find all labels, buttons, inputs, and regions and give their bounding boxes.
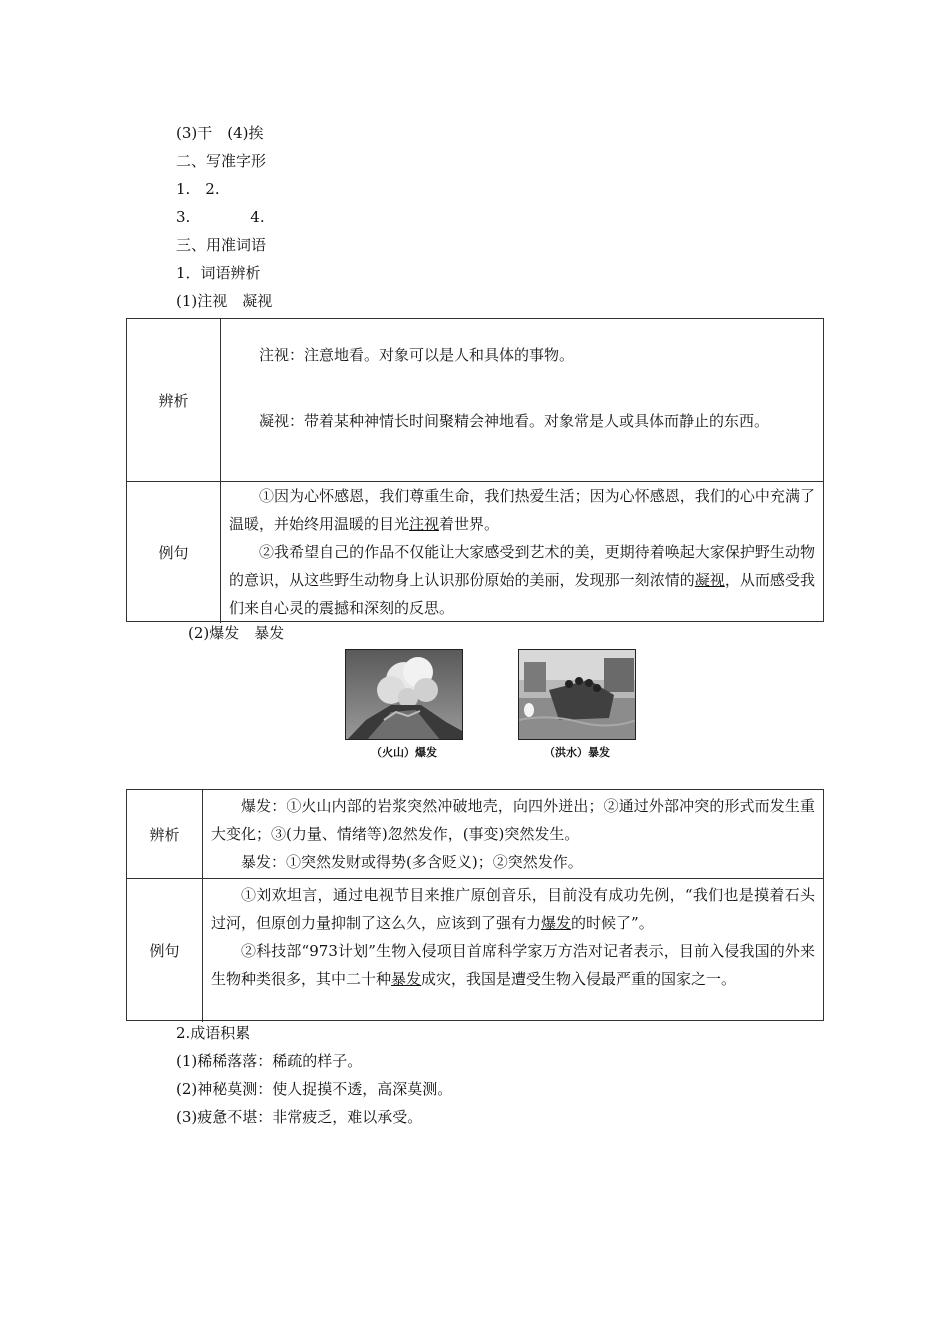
- table-row-examples: [127, 879, 823, 1022]
- caption-volcano: （火山）爆发: [371, 746, 437, 759]
- answer-line-1-2: 1. 2.: [176, 180, 220, 198]
- underlined-word: 注视: [409, 515, 440, 533]
- underlined-word: 暴发: [391, 970, 422, 988]
- analysis-zhushi: 注视：注意地看。对象可以是人和具体的事物。: [259, 346, 575, 364]
- underlined-word: 凝视: [694, 571, 725, 589]
- idiom-2: (2)神秘莫测：使人捉摸不透，高深莫测。: [176, 1080, 453, 1098]
- analysis-label: 辨析: [158, 391, 189, 410]
- section-heading-words: 三、用准词语: [176, 236, 267, 254]
- analysis-ningshi: 凝视：带着某种神情长时间聚精会神地看。对象常是人或具体而静止的东西。: [259, 412, 770, 430]
- row-label-analysis: [127, 790, 203, 878]
- example-label: 例句: [158, 544, 189, 562]
- underlined-word: 爆发: [541, 914, 572, 932]
- table-baofa: [126, 789, 824, 1021]
- table-row-analysis: [127, 790, 823, 879]
- example-1: ①因为心怀感恩，我们尊重生命，我们热爱生活；因为心怀感恩，我们的心中充满了温暖，并始终用温暖的目光注视着世界。: [229, 487, 815, 533]
- table-zhushi-ningshi: [126, 318, 824, 622]
- flood-photo: [518, 649, 636, 740]
- table-row-examples: [127, 482, 823, 623]
- subheading-word-analysis: 1．词语辨析: [176, 264, 261, 282]
- answer-line-3-4b: 3. 4.: [176, 208, 265, 226]
- analysis-baofa2: 暴发：①突然发财或得势(多含贬义)；②突然发作。: [241, 853, 583, 871]
- idiom-1: (1)稀稀落落：稀疏的样子。: [176, 1052, 363, 1070]
- idiom-3: (3)疲惫不堪：非常疲乏，难以承受。: [176, 1108, 423, 1126]
- example-1: ①刘欢坦言，通过电视节目来推广原创音乐，目前没有成功先例，“我们也是摸着石头过河，但原创力量抑制了这么久，应该到了强有力爆发的时候了”。: [211, 886, 815, 932]
- section-heading-glyphs: 二、写准字形: [176, 152, 267, 170]
- analysis-label: 辨析: [149, 825, 180, 844]
- subheading-baofa: (2)爆发 暴发: [188, 624, 285, 642]
- example-2: ②科技部“973计划”生物入侵项目首席科学家万方浩对记者表示，目前入侵我国的外来生物种类很多，其中二十种暴发成灾，我国是遭受生物入侵最严重的国家之一。: [211, 942, 815, 988]
- examples-content: [221, 482, 823, 623]
- example-label: 例句: [149, 942, 180, 960]
- analysis-content: [203, 790, 823, 878]
- subheading-zhushi-ningshi: (1)注视 凝视: [176, 292, 273, 310]
- row-label-analysis: [127, 319, 221, 481]
- volcano-photo: [345, 649, 463, 740]
- row-label-examples: [127, 482, 221, 623]
- example-2: ②我希望自己的作品不仅能让大家感受到艺术的美，更期待着唤起大家保护野生动物的意识，从这些野生动物身上认识那份原始的美丽，发现那一刻浓情的凝视，从而感受我们来自心灵的震撼和深刻的反思。: [229, 543, 815, 617]
- table-row-analysis: [127, 319, 823, 482]
- answer-line-3-4: (3)干 (4)挨: [176, 124, 264, 142]
- row-label-examples: [127, 879, 203, 1022]
- subheading-idioms: 2.成语积累: [176, 1024, 251, 1042]
- examples-content: [203, 879, 823, 1022]
- analysis-content: [221, 319, 823, 481]
- analysis-baofa: 爆发：①火山内部的岩浆突然冲破地壳，向四外迸出；②通过外部冲突的形式而发生重大变化；③(力量、情绪等)忽然发作，(事变)突然发生。: [211, 797, 815, 843]
- caption-flood: （洪水）暴发: [544, 746, 610, 759]
